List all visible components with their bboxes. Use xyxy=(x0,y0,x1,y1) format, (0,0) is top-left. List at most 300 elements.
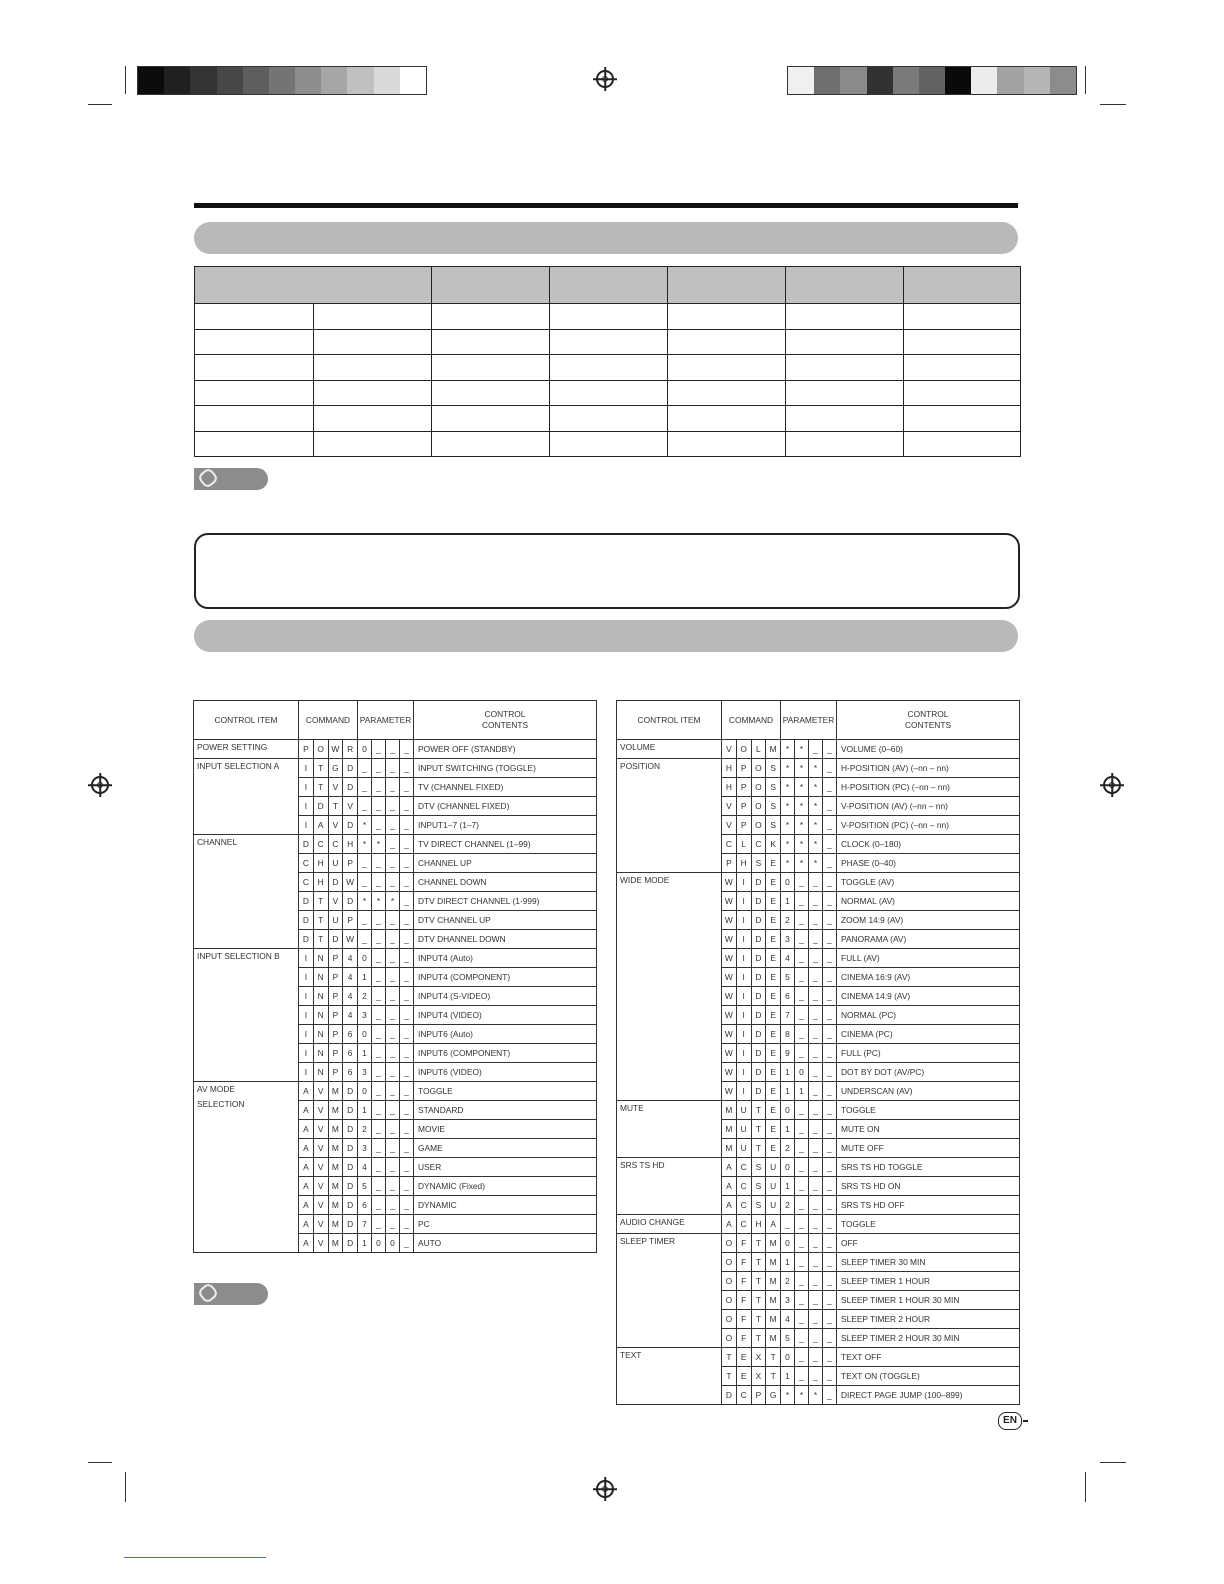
header-contents: CONTROL CONTENTS xyxy=(837,701,1020,740)
parameter-char: _ xyxy=(400,835,414,854)
command-char: D xyxy=(343,892,358,911)
parameter-char: _ xyxy=(809,1063,823,1082)
control-contents: NORMAL (PC) xyxy=(837,1006,1020,1025)
command-char: E xyxy=(766,987,781,1006)
command-char: C xyxy=(736,1177,751,1196)
command-char: E xyxy=(766,1063,781,1082)
crop-mark xyxy=(125,1472,126,1502)
parameter-char: 0 xyxy=(795,1063,809,1082)
command-char: N xyxy=(313,987,328,1006)
control-contents: DTV (CHANNEL FIXED) xyxy=(414,797,597,816)
command-char: A xyxy=(299,1101,314,1120)
parameter-char: 2 xyxy=(781,911,795,930)
control-contents: CLOCK (0–180) xyxy=(837,835,1020,854)
control-contents: INPUT6 (Auto) xyxy=(414,1025,597,1044)
parameter-char: _ xyxy=(823,854,837,873)
parameter-char: 1 xyxy=(358,1044,372,1063)
command-char: C xyxy=(736,1215,751,1234)
color-swatch xyxy=(893,67,919,94)
control-contents: STANDARD xyxy=(414,1101,597,1120)
parameter-char: 1 xyxy=(781,1063,795,1082)
command-char: R xyxy=(343,740,358,759)
heading-rule xyxy=(194,203,1018,208)
parameter-char: _ xyxy=(795,1158,809,1177)
control-contents: TV (CHANNEL FIXED) xyxy=(414,778,597,797)
parameter-char: _ xyxy=(372,1177,386,1196)
parameter-char: _ xyxy=(823,1063,837,1082)
command-char: V xyxy=(722,740,737,759)
parameter-char: * xyxy=(795,854,809,873)
parameter-char: _ xyxy=(372,1082,386,1101)
parameter-char: _ xyxy=(795,1310,809,1329)
parameter-char: 0 xyxy=(781,1234,795,1253)
parameter-char: 0 xyxy=(358,949,372,968)
command-char: M xyxy=(328,1158,343,1177)
control-contents: UNDERSCAN (AV) xyxy=(837,1082,1020,1101)
command-char: D xyxy=(751,1063,766,1082)
settings-table xyxy=(194,266,1021,457)
command-char: L xyxy=(736,835,751,854)
parameter-char: _ xyxy=(400,930,414,949)
command-table-left xyxy=(193,700,597,1253)
command-char: I xyxy=(299,797,314,816)
command-char: M xyxy=(766,1291,781,1310)
command-char: P xyxy=(343,911,358,930)
parameter-char: _ xyxy=(386,816,400,835)
parameter-char: _ xyxy=(386,1196,400,1215)
command-char: O xyxy=(722,1291,737,1310)
parameter-char: _ xyxy=(372,778,386,797)
command-char: T xyxy=(722,1348,737,1367)
parameter-char: _ xyxy=(823,759,837,778)
table-row xyxy=(617,759,1020,778)
command-char: E xyxy=(766,1044,781,1063)
parameter-char: 4 xyxy=(358,1158,372,1177)
parameter-char: _ xyxy=(823,1234,837,1253)
parameter-char: * xyxy=(372,892,386,911)
parameter-char: * xyxy=(781,816,795,835)
command-char: P xyxy=(736,797,751,816)
command-char: M xyxy=(328,1120,343,1139)
control-contents: SRS TS HD OFF xyxy=(837,1196,1020,1215)
command-char: D xyxy=(751,873,766,892)
color-bar-right xyxy=(787,66,1077,95)
command-char: O xyxy=(736,740,751,759)
parameter-char: _ xyxy=(400,1120,414,1139)
parameter-char: _ xyxy=(823,892,837,911)
parameter-char: _ xyxy=(795,987,809,1006)
command-char: N xyxy=(313,1044,328,1063)
color-swatch xyxy=(400,67,426,94)
control-contents: MUTE OFF xyxy=(837,1139,1020,1158)
parameter-char: _ xyxy=(372,797,386,816)
command-char: A xyxy=(313,816,328,835)
command-char: A xyxy=(722,1196,737,1215)
parameter-char: * xyxy=(781,854,795,873)
command-char: A xyxy=(299,1120,314,1139)
command-char: T xyxy=(313,911,328,930)
parameter-char: _ xyxy=(372,1196,386,1215)
parameter-char: _ xyxy=(386,740,400,759)
control-contents: SLEEP TIMER 30 MIN xyxy=(837,1253,1020,1272)
command-char: A xyxy=(299,1158,314,1177)
command-char: W xyxy=(722,1044,737,1063)
command-char: P xyxy=(328,1025,343,1044)
command-char: A xyxy=(299,1215,314,1234)
command-char: T xyxy=(722,1367,737,1386)
parameter-char: _ xyxy=(372,1215,386,1234)
command-char: O xyxy=(722,1253,737,1272)
parameter-char: _ xyxy=(823,949,837,968)
command-char: D xyxy=(343,1120,358,1139)
parameter-char: _ xyxy=(386,987,400,1006)
parameter-char: _ xyxy=(809,1025,823,1044)
color-swatch xyxy=(374,67,400,94)
command-char: M xyxy=(328,1139,343,1158)
command-char: A xyxy=(299,1196,314,1215)
command-char: M xyxy=(766,1234,781,1253)
command-char: T xyxy=(313,892,328,911)
parameter-char: _ xyxy=(795,1272,809,1291)
command-char: I xyxy=(736,987,751,1006)
command-char: I xyxy=(736,1063,751,1082)
command-char: U xyxy=(766,1158,781,1177)
parameter-char: _ xyxy=(823,1120,837,1139)
parameter-char: _ xyxy=(386,759,400,778)
control-contents: SRS TS HD TOGGLE xyxy=(837,1158,1020,1177)
command-char: D xyxy=(751,949,766,968)
note-tab xyxy=(194,1283,268,1305)
command-char: C xyxy=(299,854,314,873)
parameter-char: _ xyxy=(386,1025,400,1044)
color-swatch xyxy=(164,67,190,94)
parameter-char: 1 xyxy=(781,1367,795,1386)
command-char: I xyxy=(299,1025,314,1044)
parameter-char: 3 xyxy=(358,1139,372,1158)
parameter-char: 3 xyxy=(781,930,795,949)
control-contents: TOGGLE (AV) xyxy=(837,873,1020,892)
parameter-char: _ xyxy=(358,759,372,778)
command-char: W xyxy=(722,1063,737,1082)
command-char: S xyxy=(766,778,781,797)
parameter-char: 5 xyxy=(358,1177,372,1196)
section-header-bar xyxy=(194,620,1018,652)
parameter-char: 9 xyxy=(781,1044,795,1063)
command-char: S xyxy=(751,1177,766,1196)
parameter-char: _ xyxy=(795,1025,809,1044)
control-contents: TEXT OFF xyxy=(837,1348,1020,1367)
command-char: W xyxy=(722,968,737,987)
table-row xyxy=(617,873,1020,892)
command-char: M xyxy=(766,740,781,759)
control-contents: DTV DHANNEL DOWN xyxy=(414,930,597,949)
command-char: F xyxy=(736,1291,751,1310)
command-char: A xyxy=(722,1177,737,1196)
parameter-char: _ xyxy=(386,1215,400,1234)
command-char: D xyxy=(313,797,328,816)
control-item: VOLUME xyxy=(617,740,722,759)
table-row xyxy=(195,406,1021,432)
parameter-char: 2 xyxy=(358,987,372,1006)
command-char: W xyxy=(722,911,737,930)
parameter-char: 5 xyxy=(781,1329,795,1348)
command-char: L xyxy=(751,740,766,759)
command-char: V xyxy=(313,1196,328,1215)
color-swatch xyxy=(138,67,164,94)
control-contents: TV DIRECT CHANNEL (1–99) xyxy=(414,835,597,854)
control-contents: INPUT6 (VIDEO) xyxy=(414,1063,597,1082)
command-char: T xyxy=(751,1329,766,1348)
command-char: D xyxy=(343,1196,358,1215)
command-char: F xyxy=(736,1272,751,1291)
parameter-char: _ xyxy=(809,1158,823,1177)
command-char: O xyxy=(751,797,766,816)
parameter-char: _ xyxy=(386,1082,400,1101)
command-char: U xyxy=(736,1139,751,1158)
command-char: 4 xyxy=(343,949,358,968)
color-swatch xyxy=(945,67,971,94)
parameter-char: _ xyxy=(386,1120,400,1139)
table-row xyxy=(194,759,597,778)
control-contents: H-POSITION (PC) (–nn – nn) xyxy=(837,778,1020,797)
control-contents: PHASE (0–40) xyxy=(837,854,1020,873)
parameter-char: * xyxy=(795,759,809,778)
control-item: AV MODE SELECTION xyxy=(194,1082,299,1253)
command-char: E xyxy=(766,930,781,949)
command-char: A xyxy=(299,1234,314,1253)
parameter-char: _ xyxy=(823,1025,837,1044)
parameter-char: _ xyxy=(372,759,386,778)
command-char: D xyxy=(299,835,314,854)
command-char: D xyxy=(751,987,766,1006)
parameter-char: _ xyxy=(781,1215,795,1234)
command-char: K xyxy=(766,835,781,854)
parameter-char: _ xyxy=(809,1215,823,1234)
parameter-char: * xyxy=(795,835,809,854)
command-char: C xyxy=(751,835,766,854)
control-contents: PANORAMA (AV) xyxy=(837,930,1020,949)
command-char: S xyxy=(751,1196,766,1215)
command-char: V xyxy=(313,1158,328,1177)
command-char: D xyxy=(751,1082,766,1101)
control-contents: SLEEP TIMER 2 HOUR xyxy=(837,1310,1020,1329)
command-char: V xyxy=(328,816,343,835)
parameter-char: _ xyxy=(400,892,414,911)
command-char: V xyxy=(328,892,343,911)
command-char: C xyxy=(299,873,314,892)
parameter-char: _ xyxy=(400,797,414,816)
control-item: WIDE MODE xyxy=(617,873,722,1101)
parameter-char: _ xyxy=(809,892,823,911)
command-char: F xyxy=(736,1234,751,1253)
parameter-char: 2 xyxy=(781,1139,795,1158)
control-item: TEXT xyxy=(617,1348,722,1405)
parameter-char: _ xyxy=(386,797,400,816)
parameter-char: _ xyxy=(823,1196,837,1215)
control-contents: V-POSITION (PC) (–nn – nn) xyxy=(837,816,1020,835)
command-char: S xyxy=(766,797,781,816)
command-char: D xyxy=(343,816,358,835)
command-char: I xyxy=(736,930,751,949)
parameter-char: _ xyxy=(809,1044,823,1063)
control-item: INPUT SELECTION B xyxy=(194,949,299,1082)
parameter-char: _ xyxy=(372,1025,386,1044)
control-item: INPUT SELECTION A xyxy=(194,759,299,835)
parameter-char: * xyxy=(386,892,400,911)
parameter-char: _ xyxy=(809,968,823,987)
color-swatch xyxy=(867,67,893,94)
parameter-char: 1 xyxy=(781,1120,795,1139)
command-char: T xyxy=(751,1234,766,1253)
command-char: M xyxy=(328,1177,343,1196)
command-char: E xyxy=(766,949,781,968)
parameter-char: _ xyxy=(809,1310,823,1329)
command-char: V xyxy=(328,778,343,797)
parameter-char: _ xyxy=(795,873,809,892)
parameter-char: 8 xyxy=(781,1025,795,1044)
header-contents: CONTROL CONTENTS xyxy=(414,701,597,740)
parameter-char: _ xyxy=(795,1177,809,1196)
command-char: I xyxy=(299,987,314,1006)
command-char: I xyxy=(736,873,751,892)
command-char: I xyxy=(299,816,314,835)
parameter-char: _ xyxy=(823,1367,837,1386)
parameter-char: _ xyxy=(400,949,414,968)
command-char: T xyxy=(751,1291,766,1310)
color-swatch xyxy=(190,67,216,94)
color-bar-left xyxy=(137,66,427,95)
parameter-char: _ xyxy=(358,797,372,816)
page-dash xyxy=(1023,1420,1028,1422)
command-char: T xyxy=(328,797,343,816)
parameter-char: * xyxy=(781,740,795,759)
table-row xyxy=(617,740,1020,759)
command-char: P xyxy=(328,1044,343,1063)
parameter-char: 4 xyxy=(781,949,795,968)
command-char: D xyxy=(343,1234,358,1253)
registration-mark-icon xyxy=(596,70,614,88)
control-contents: PC xyxy=(414,1215,597,1234)
control-contents: CINEMA 16:9 (AV) xyxy=(837,968,1020,987)
command-char: H xyxy=(313,873,328,892)
command-char: V xyxy=(722,797,737,816)
header-command: COMMAND xyxy=(722,701,781,740)
color-swatch xyxy=(347,67,373,94)
table-header-row xyxy=(617,701,1020,740)
command-char: P xyxy=(328,1063,343,1082)
parameter-char: 3 xyxy=(358,1006,372,1025)
command-char: C xyxy=(722,835,737,854)
language-badge: EN xyxy=(998,1412,1022,1430)
command-char: O xyxy=(751,816,766,835)
parameter-char: _ xyxy=(795,930,809,949)
command-char: N xyxy=(313,1063,328,1082)
command-char: D xyxy=(299,930,314,949)
command-char: M xyxy=(328,1234,343,1253)
command-char: D xyxy=(343,1082,358,1101)
command-char: W xyxy=(722,987,737,1006)
command-char: V xyxy=(313,1139,328,1158)
command-char: O xyxy=(722,1234,737,1253)
command-char: D xyxy=(751,892,766,911)
parameter-char: _ xyxy=(809,1177,823,1196)
command-char: H xyxy=(343,835,358,854)
command-char: E xyxy=(766,1025,781,1044)
control-contents: AUTO xyxy=(414,1234,597,1253)
parameter-char: _ xyxy=(809,1253,823,1272)
parameter-char: _ xyxy=(386,1177,400,1196)
parameter-char: _ xyxy=(400,1158,414,1177)
control-contents: H-POSITION (AV) (–nn – nn) xyxy=(837,759,1020,778)
command-char: V xyxy=(313,1082,328,1101)
command-char: N xyxy=(313,968,328,987)
command-char: A xyxy=(299,1139,314,1158)
command-char: T xyxy=(766,1348,781,1367)
command-char: E xyxy=(766,1101,781,1120)
control-contents: TOGGLE xyxy=(837,1215,1020,1234)
parameter-char: 2 xyxy=(358,1120,372,1139)
parameter-char: _ xyxy=(823,1386,837,1405)
parameter-char: _ xyxy=(400,759,414,778)
parameter-char: _ xyxy=(372,873,386,892)
control-contents: TOGGLE xyxy=(837,1101,1020,1120)
command-char: P xyxy=(343,854,358,873)
control-contents: NORMAL (AV) xyxy=(837,892,1020,911)
command-char: M xyxy=(722,1120,737,1139)
parameter-char: 2 xyxy=(781,1196,795,1215)
parameter-char: _ xyxy=(823,1215,837,1234)
command-char: A xyxy=(299,1177,314,1196)
header-control-item: CONTROL ITEM xyxy=(617,701,722,740)
parameter-char: _ xyxy=(386,1139,400,1158)
parameter-char: _ xyxy=(823,1348,837,1367)
parameter-char: 0 xyxy=(781,1101,795,1120)
parameter-char: * xyxy=(781,1386,795,1405)
parameter-char: _ xyxy=(823,1253,837,1272)
command-char: E xyxy=(766,1082,781,1101)
parameter-char: _ xyxy=(372,1120,386,1139)
color-swatch xyxy=(997,67,1023,94)
command-char: U xyxy=(328,854,343,873)
parameter-char: _ xyxy=(795,949,809,968)
parameter-char: _ xyxy=(795,1139,809,1158)
parameter-char: _ xyxy=(823,987,837,1006)
parameter-char: _ xyxy=(400,1006,414,1025)
command-char: I xyxy=(736,1082,751,1101)
command-char: I xyxy=(736,1025,751,1044)
command-char: O xyxy=(751,778,766,797)
command-char: I xyxy=(299,778,314,797)
parameter-char: _ xyxy=(823,816,837,835)
parameter-char: _ xyxy=(372,968,386,987)
parameter-char: _ xyxy=(823,1291,837,1310)
parameter-char: _ xyxy=(823,968,837,987)
command-char: C xyxy=(313,835,328,854)
command-char: H xyxy=(313,854,328,873)
command-char: D xyxy=(343,1177,358,1196)
parameter-char: _ xyxy=(400,1139,414,1158)
command-char: E xyxy=(766,873,781,892)
command-char: P xyxy=(328,1006,343,1025)
parameter-char: _ xyxy=(795,1329,809,1348)
command-char: O xyxy=(722,1329,737,1348)
table-row xyxy=(617,1234,1020,1253)
command-char: W xyxy=(722,1082,737,1101)
command-char: T xyxy=(766,1367,781,1386)
command-char: E xyxy=(766,1139,781,1158)
command-char: T xyxy=(751,1101,766,1120)
command-char: S xyxy=(766,759,781,778)
